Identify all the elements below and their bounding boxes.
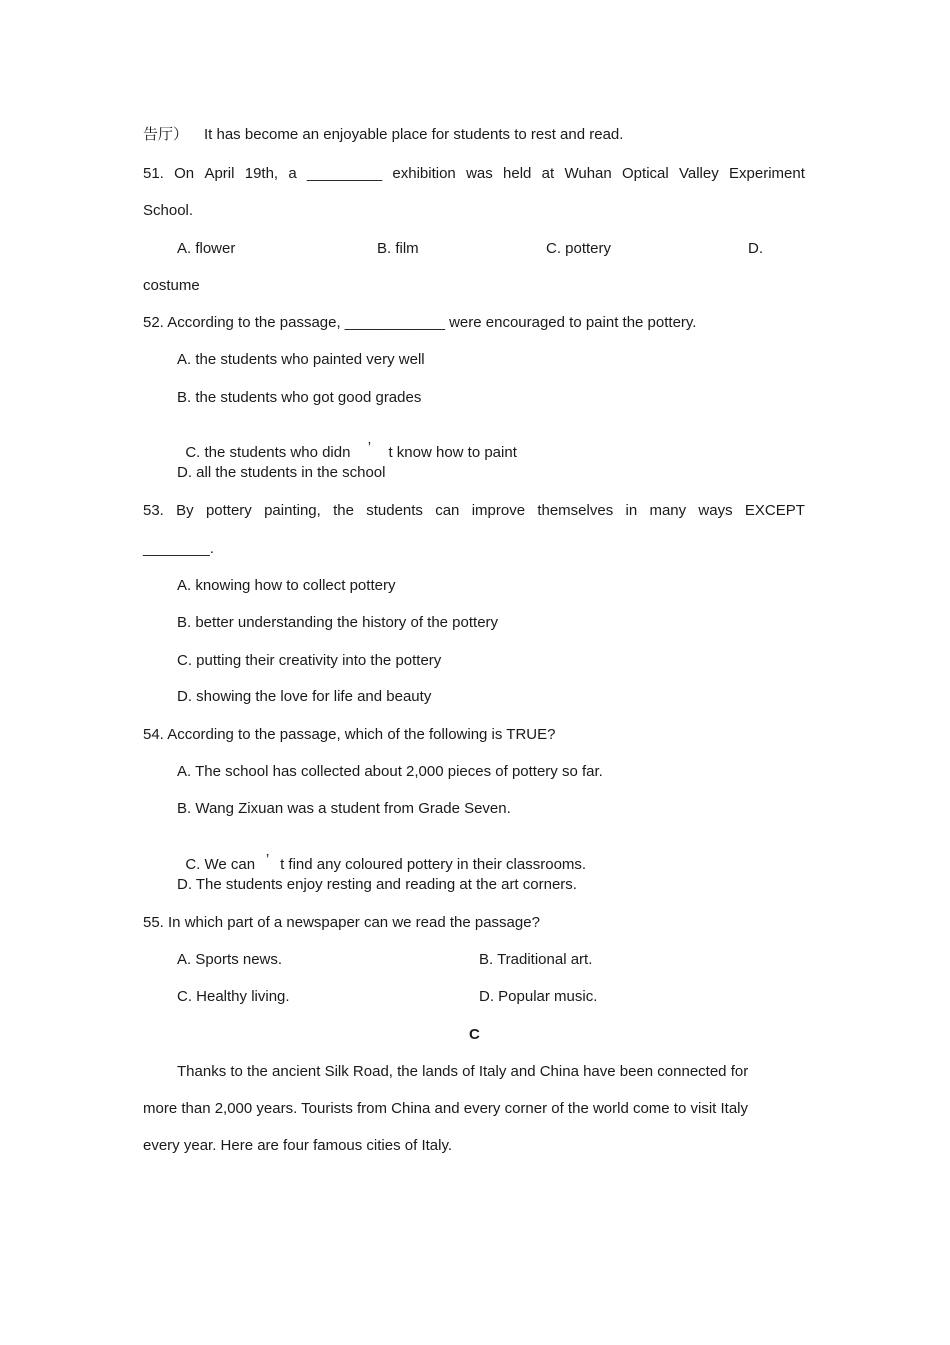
q54-option-d: D. The students enjoy resting and reading at the art corners. [177, 876, 577, 893]
stem-word: Experiment [729, 165, 805, 182]
apostrophe: ’ [367, 439, 372, 456]
intro-tail-text: It has become an enjoyable place for students to rest and read. [204, 126, 624, 143]
stem-word: themselves [537, 502, 614, 519]
q52-option-c [177, 426, 517, 462]
question-53-stem-cont: ________. [143, 540, 214, 557]
stem-word: EXCEPT [744, 502, 805, 519]
q51-option-c: C. pottery [546, 240, 612, 257]
q53-option-c: C. putting their creativity into the pottery [177, 652, 442, 669]
apostrophe: ’ [265, 851, 270, 868]
option-text: C. the students who didn [185, 444, 351, 461]
q55-option-a: A. Sports news. [177, 951, 283, 968]
q53-option-d: D. showing the love for life and beauty [177, 688, 432, 705]
stem-word: held [503, 165, 532, 182]
stem-word: in [625, 502, 638, 519]
stem-word: at [541, 165, 555, 182]
stem-word: exhibition [392, 165, 456, 182]
stem-word: Optical [622, 165, 669, 182]
q54-option-b: B. Wang Zixuan was a student from Grade Seven. [177, 800, 511, 817]
q55-option-c: C. Healthy living. [177, 988, 290, 1005]
stem-word: Valley [678, 165, 719, 182]
q54-option-c [177, 838, 586, 874]
stem-word: By [176, 502, 194, 519]
q53-option-a: A. knowing how to collect pottery [177, 577, 396, 594]
q52-option-d: D. all the students in the school [177, 464, 386, 481]
stem-word: many [649, 502, 687, 519]
stem-word: painting, [264, 502, 321, 519]
q54-option-a: A. The school has collected about 2,000 pieces of pottery so far. [177, 763, 603, 780]
q52-option-a: A. the students who painted very well [177, 351, 425, 368]
q51-option-d-cont: costume [143, 277, 200, 294]
stem-word: pottery [205, 502, 252, 519]
stem-word: students [366, 502, 423, 519]
q53-option-b: B. better understanding the history of the pottery [177, 614, 499, 631]
section-heading: C [469, 1026, 480, 1043]
question-51-stem-cont: School. [143, 202, 194, 219]
stem-word: was [466, 165, 493, 182]
stem-word: a [288, 165, 297, 182]
q51-option-d: D. [748, 240, 763, 257]
paragraph-line: Thanks to the ancient Silk Road, the lands of Italy and China have been connected for [177, 1063, 749, 1080]
option-text: C. We can [185, 856, 256, 873]
stem-word: the [333, 502, 354, 519]
question-54-stem: 54. According to the passage, which of the following is TRUE? [143, 726, 556, 743]
stem-word: ways [698, 502, 733, 519]
question-52-stem: 52. According to the passage, ____________ were encouraged to paint the pottery. [143, 314, 697, 331]
option-text: t find any coloured pottery in their classrooms. [280, 856, 587, 873]
stem-word: 19th, [244, 165, 279, 182]
paragraph-line: every year. Here are four famous cities of Italy. [143, 1137, 453, 1154]
stem-word: can [435, 502, 460, 519]
q52-option-b: B. the students who got good grades [177, 389, 422, 406]
q51-option-b: B. film [377, 240, 419, 257]
stem-word: Wuhan [564, 165, 612, 182]
q55-option-d: D. Popular music. [479, 988, 598, 1005]
answer-blank: _________ [307, 165, 383, 182]
question-55-stem: 55. In which part of a newspaper can we read the passage? [143, 914, 540, 931]
option-text: t know how to paint [388, 444, 517, 461]
stem-word: April [204, 165, 235, 182]
q51-option-a: A. flower [177, 240, 236, 257]
stem-word: 53. [143, 502, 164, 519]
intro-tail-cjk: 告厅） [143, 126, 189, 143]
stem-word: 51. [143, 165, 164, 182]
stem-word: improve [471, 502, 526, 519]
question-53-stem [143, 502, 805, 520]
question-51-stem [143, 165, 805, 183]
paragraph-line: more than 2,000 years. Tourists from China and every corner of the world come to visit Italy [143, 1100, 748, 1117]
stem-word: On [174, 165, 195, 182]
q55-option-b: B. Traditional art. [479, 951, 593, 968]
